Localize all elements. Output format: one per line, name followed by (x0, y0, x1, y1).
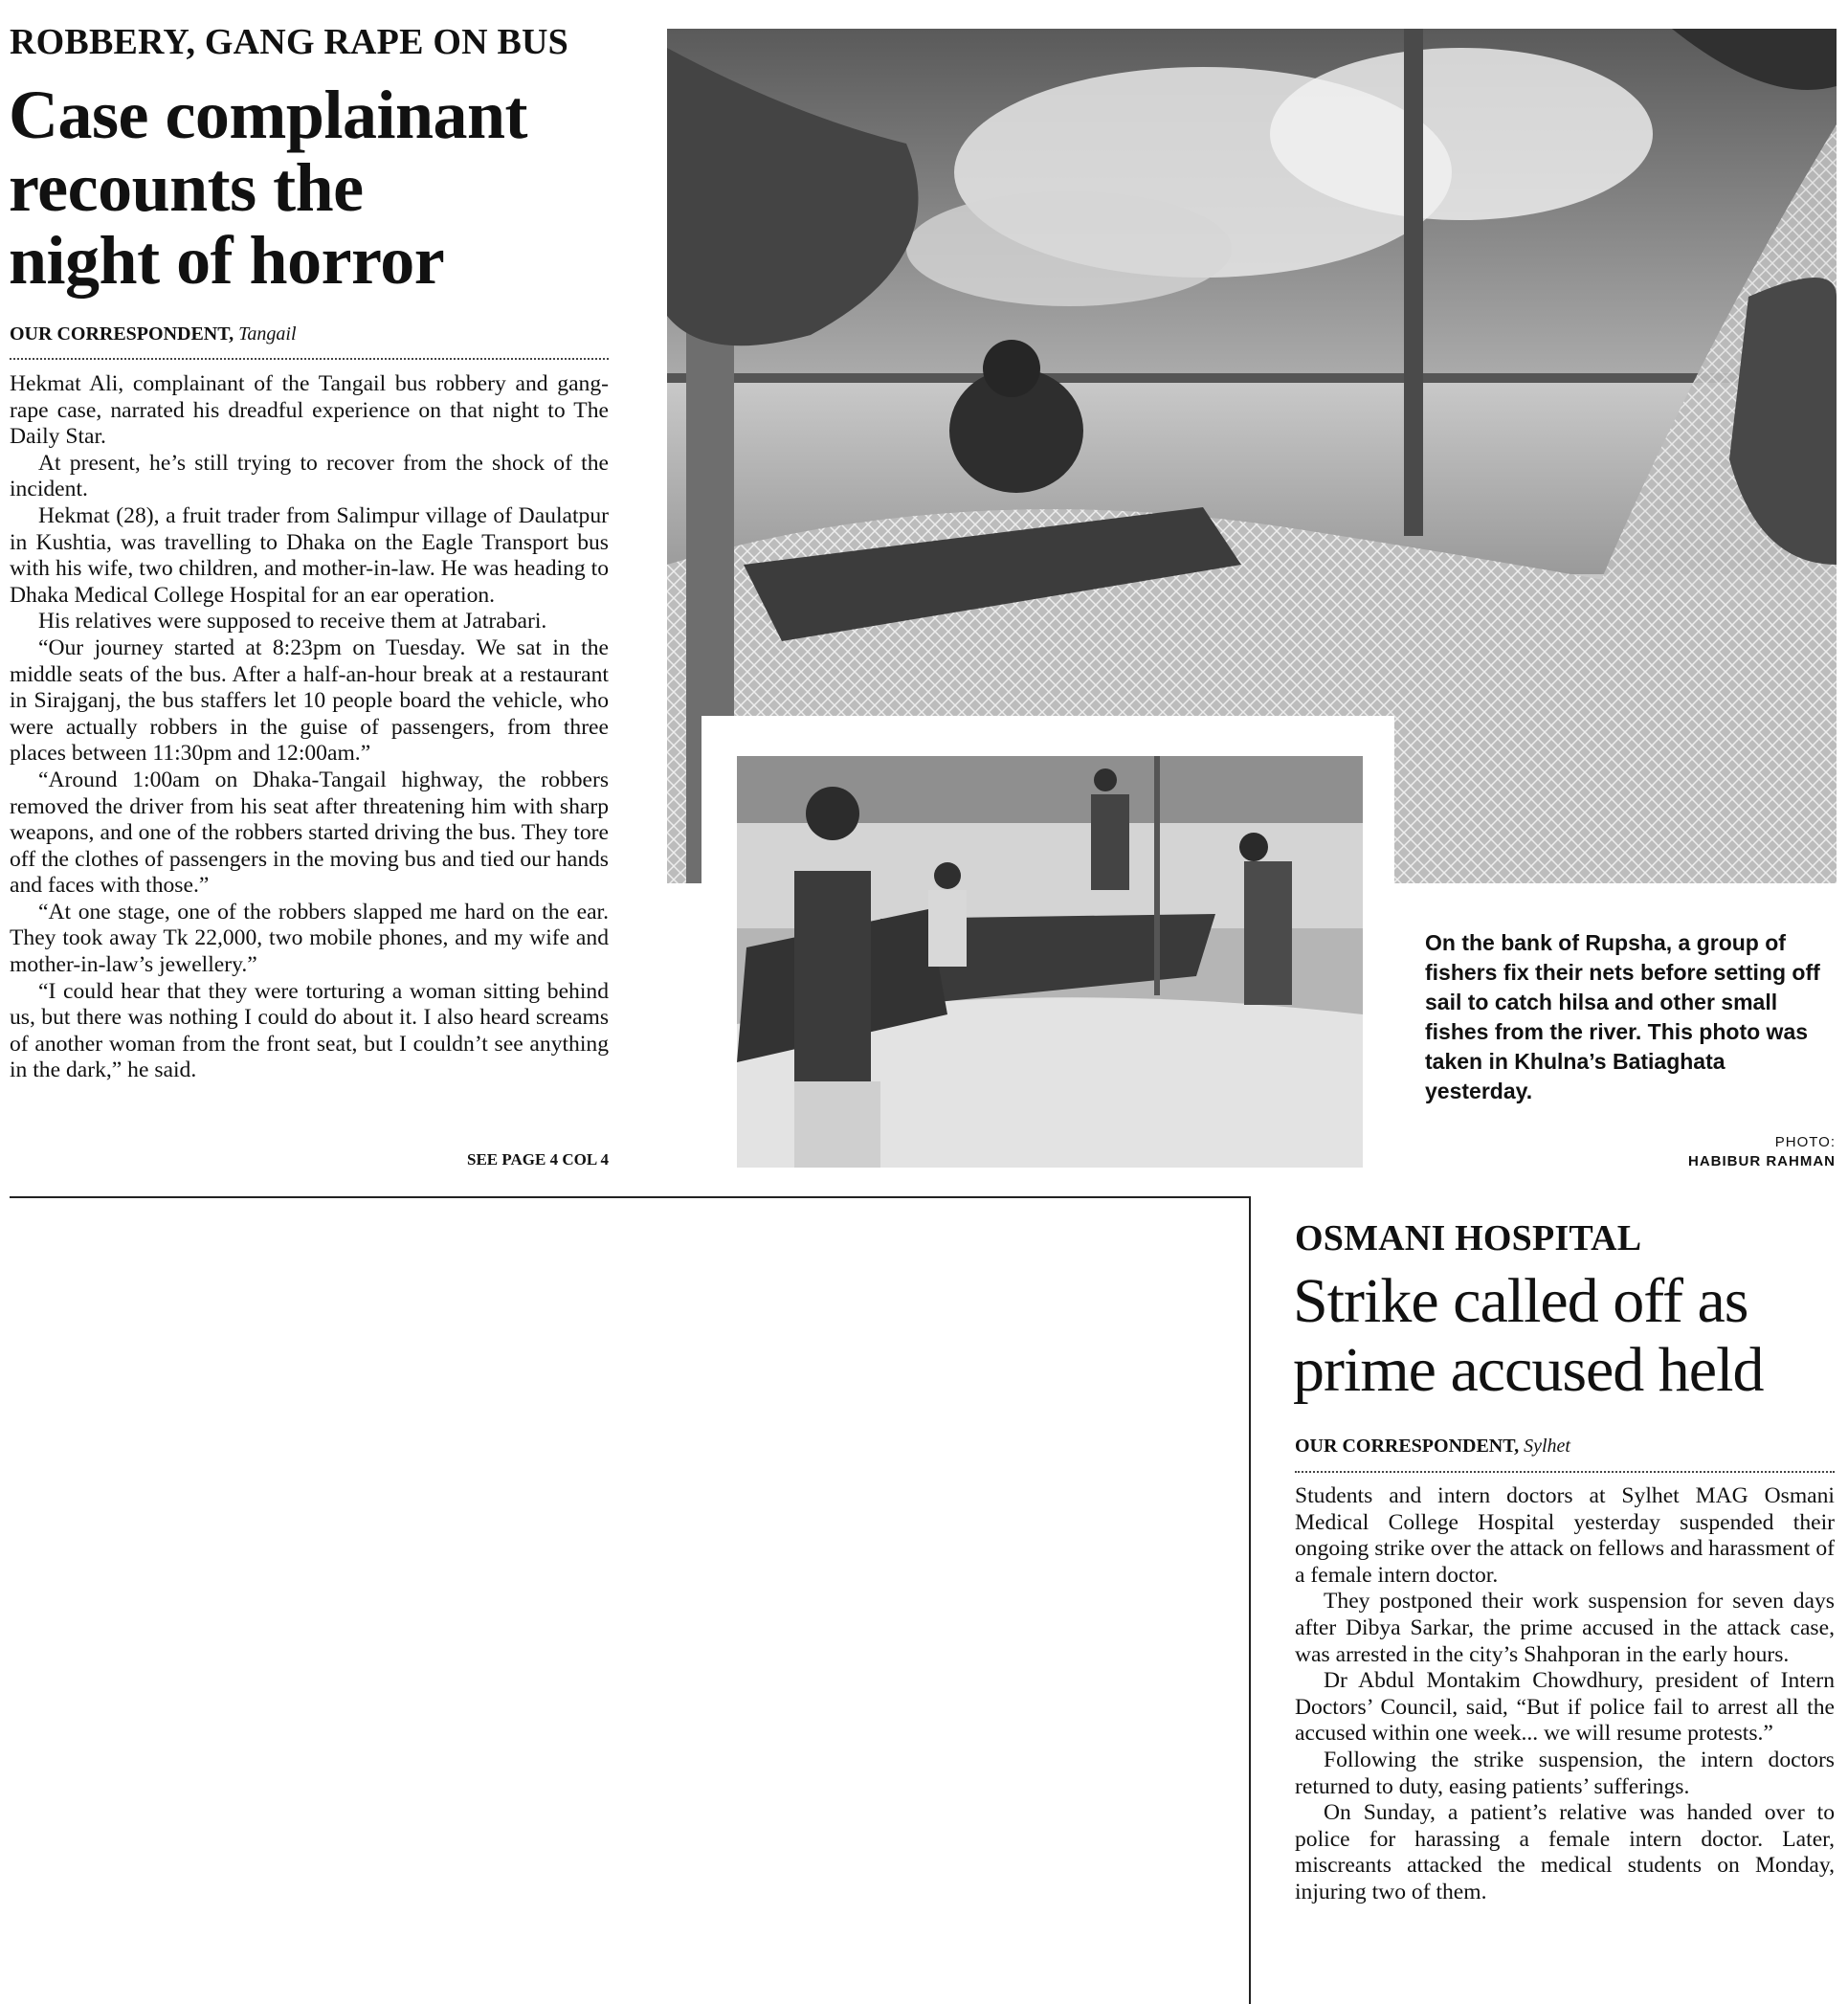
story1-body (10, 371, 609, 1084)
story2-dotted-rule (1295, 1471, 1835, 1473)
story2-paragraph: Dr Abdul Montakim Chowdhury, president of Intern Doctors’ Council, said, “But if police fail to arrest all the accused within one week... we will resume protests.” (1295, 1668, 1835, 1747)
photo-credit (1531, 1133, 1836, 1171)
photo-caption: On the bank of Rupsha, a group of fishers fix their nets before setting off sail to catch hilsa and other small fishes from the river. This photo was taken in Khulna’s Batiaghata yesterday. (1425, 930, 1820, 1103)
story1-byline (10, 323, 297, 345)
story1-paragraph: His relatives were supposed to receive them at Jatrabari. (38, 609, 547, 635)
story1-paragraph: “Our journey started at 8:23pm on Tuesday. We sat in the middle seats of the bus. After a half-an-hour break at a restaurant in Sirajganj, the bus staffers let 10 people board the vehicle, who were actually robbers in the guise of passengers, from three places between 11:30pm and 12:00am.” (10, 635, 609, 767)
story1-byline-place: Tangail (238, 323, 297, 345)
story2-paragraph: They postponed their work suspension for seven days after Dibya Sarkar, the prime accused in the attack case, was arrested in the city’s Shahporan in the early hours. (1295, 1589, 1835, 1667)
story1-headline-line: night of horror (9, 222, 445, 299)
story2-byline (1295, 1436, 1570, 1458)
story2-paragraph: On Sunday, a patient’s relative was handed over to police for harassing a female intern doctor. Later, miscreants attacked the medical students on Monday, injuring two of them. (1295, 1800, 1835, 1904)
story1-headline-line: Case complainant (9, 77, 528, 153)
story1-continuation: SEE PAGE 4 COL 4 (467, 1150, 609, 1169)
story1-paragraph: At present, he’s still trying to recover from the shock of the incident. (10, 450, 609, 502)
story2-kicker: OSMANI HOSPITAL (1295, 1218, 1642, 1258)
story2-headline-line: Strike called off as (1293, 1266, 1748, 1336)
story2-headline (1293, 1267, 1763, 1405)
inset-photo-image (737, 756, 1363, 1168)
story1-paragraph: “At one stage, one of the robbers slapped me hard on the ear. They took away Tk 22,000, two mobile phones, and my wife and mother-in-law’s jewellery.” (10, 899, 609, 978)
photo-credit-name: HABIBUR RAHMAN (1688, 1153, 1836, 1169)
story1-headline (9, 78, 527, 297)
story1-headline-line: recounts the (9, 149, 364, 226)
story1-paragraph: “I could hear that they were torturing a woman sitting behind us, but there was nothing I could do about it. I also heard screams of another woman from the front seat, but I couldn’t see anything in the dark,” he said. (10, 978, 609, 1083)
story2-byline-name: OUR CORRESPONDENT, (1295, 1436, 1520, 1457)
story1-paragraph: Hekmat Ali, complainant of the Tangail bus robbery and gang-rape case, narrated his dreadful experience on that night to The Daily Star. (10, 371, 609, 450)
story1-byline-name: OUR CORRESPONDENT, (10, 323, 234, 345)
story1-kicker: ROBBERY, GANG RAPE ON BUS (10, 22, 568, 62)
story1-dotted-rule (10, 358, 609, 360)
story2-paragraph: Following the strike suspension, the intern doctors returned to duty, easing patients’ sufferings. (1295, 1747, 1835, 1799)
photo-credit-label: PHOTO: (1774, 1134, 1836, 1150)
story2-body (1295, 1483, 1835, 1906)
section-divider-horizontal (10, 1196, 1250, 1198)
story1-paragraph: “Around 1:00am on Dhaka-Tangail highway, the robbers removed the driver from his seat after threatening him with sharp weapons, and one of the robbers started driving the bus. They tore off the clothes of passengers in the moving bus and tied our hands and faces with those.” (10, 767, 609, 899)
story1-paragraph: Hekmat (28), a fruit trader from Salimpur village of Daulatpur in Kushtia, was travelling to Dhaka on the Eagle Transport bus with his wife, two children, and mother-in-law. He was heading to Dhaka Medical College Hospital for an ear operation. (10, 502, 609, 608)
story2-byline-place: Sylhet (1524, 1436, 1570, 1457)
inset-photo (737, 756, 1363, 1168)
section-divider-vertical (1249, 1196, 1251, 2004)
story2-headline-line: prime accused held (1293, 1335, 1764, 1405)
story2-paragraph: Students and intern doctors at Sylhet MAG Osmani Medical College Hospital yesterday suspended their ongoing strike over the attack on fellows and harassment of a female intern doctor. (1295, 1483, 1835, 1588)
